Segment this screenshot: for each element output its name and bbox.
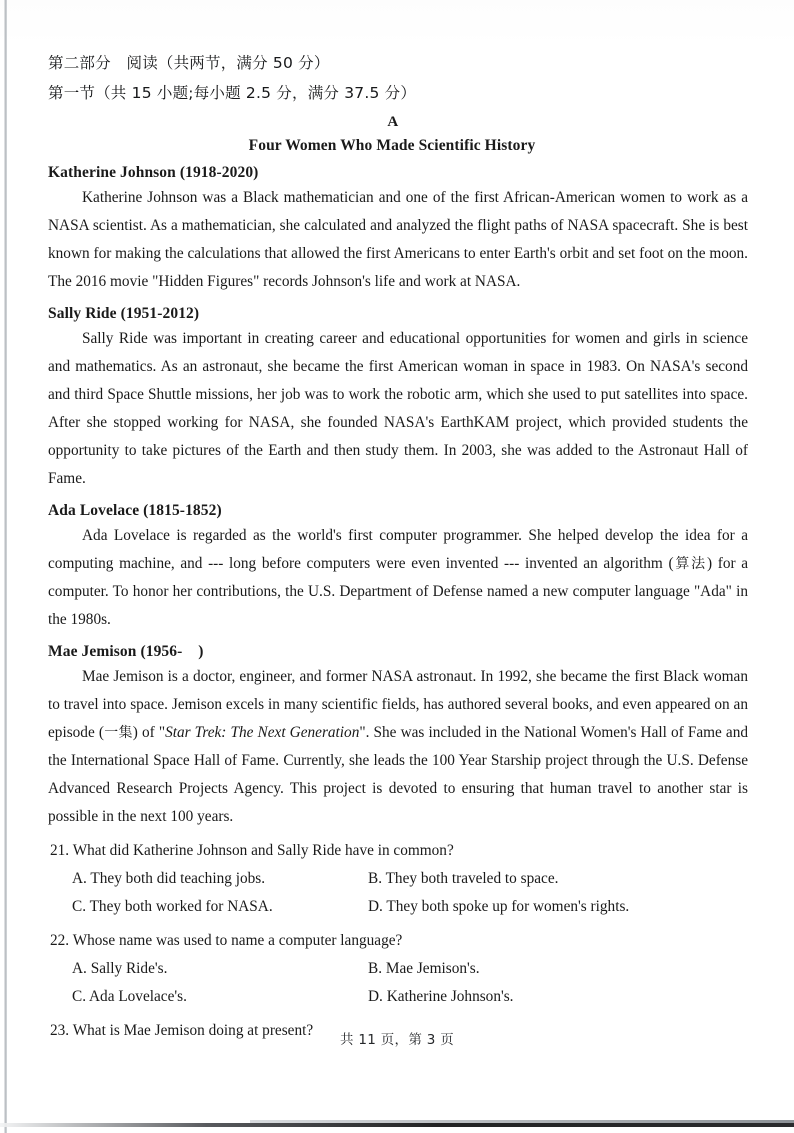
person-heading-mae-jemison: Mae Jemison (1956- ) [48,643,204,660]
scan-top-tint [0,0,794,46]
question-21-option-b[interactable]: B. They both traveled to space. [368,870,559,887]
question-21-option-d[interactable]: D. They both spoke up for women's rights. [368,898,630,915]
question-22-option-a[interactable]: A. Sally Ride's. [72,960,168,977]
mae-text-part-2: ) of " [132,724,166,741]
section-header-line-2: 第一节（共 15 小题;每小题 2.5 分，满分 37.5 分） [48,84,417,102]
person-heading-katherine-johnson: Katherine Johnson (1918-2020) [48,164,259,181]
question-21-number: 21. [50,842,70,859]
scan-left-edge [4,0,7,1133]
question-21-options-row-2 [48,893,748,921]
scan-bottom-edge [0,1123,794,1127]
section-header-line-1: 第二部分 阅读（共两节，满分 50 分） [48,54,330,72]
question-21-options-row-1 [48,865,748,893]
question-21 [48,837,748,865]
mae-italic-title: Star Trek: The Next Generation [165,724,360,741]
question-22-option-b[interactable]: B. Mae Jemison's. [368,960,480,977]
person-paragraph-ada-lovelace [48,522,748,634]
article-title: Four Women Who Made Scientific History [248,137,536,154]
question-22-text: Whose name was used to name a computer language? [72,932,403,949]
person-paragraph-katherine-johnson: Katherine Johnson was a Black mathematician and one of the first African-American women to work as a NASA scientist. As a mathematician, she calculated and analyzed the flight paths of NASA spacecraft. She is best known for making the calculations that allowed the first Americans to enter Earth's orbit and set foot on the moon. The 2016 movie "Hidden Figures" records Johnson's life and work at NASA. [48,189,748,290]
question-21-option-c[interactable]: C. They both worked for NASA. [72,898,273,915]
section-letter: A [387,114,399,130]
person-paragraph-mae-jemison [48,663,748,831]
question-22 [48,927,748,955]
question-23-number: 23. [50,1022,70,1039]
person-heading-sally-ride: Sally Ride (1951-2012) [48,305,200,322]
question-21-text: What did Katherine Johnson and Sally Ride have in common? [72,842,454,859]
ada-gloss-suanfa: 算法 [673,556,707,572]
question-22-option-d[interactable]: D. Katherine Johnson's. [368,988,514,1005]
page-content [48,48,748,1045]
question-22-option-c[interactable]: C. Ada Lovelace's. [72,988,187,1005]
question-23-text: What is Mae Jemison doing at present? [72,1022,314,1039]
question-21-option-a[interactable]: A. They both did teaching jobs. [72,870,266,887]
question-22-options-row-1 [48,955,748,983]
mae-text-part-3: ". She was included in the National Women's Hall of Fame and the International Space Hall of Fame. Currently, she leads the 100 Year Starship project through the U.S. Defense Advanced Research Projects Agency. This project is devoted to ensuring that human travel to another star is possible in the next 100 years. [48,724,749,825]
mae-gloss-yiji: 一集 [103,725,133,741]
page-footer-text: 共 11 页，第 3 页 [339,1032,455,1048]
ada-text-part-2: ) for a computer. To honor her contributions, the U.S. Department of Defense named a new computer language "Ada" in the 1980s. [48,555,748,628]
question-22-options-row-2 [48,983,748,1011]
page-footer [0,1028,794,1048]
person-heading-ada-lovelace: Ada Lovelace (1815-1852) [48,502,222,519]
ada-text-part-1: Ada Lovelace is regarded as the world's first computer programmer. She helped develop the idea for a computing machine, and --- long before computers were even invented --- invented an algorithm ( [48,527,748,572]
mae-text-part-1: Mae Jemison is a doctor, engineer, and former NASA astronaut. In 1992, she became the first Black woman to travel into space. Jemison excels in many scientific fields, has authored several books, and even appeared on an episode ( [48,668,748,741]
person-paragraph-sally-ride: Sally Ride was important in creating career and educational opportunities for women and girls in science and mathematics. As an astronaut, she became the first American woman in space in 1983. On NASA's second and third Space Shuttle missions, her job was to work the robotic arm, which she used to put satellites into space. After she stopped working for NASA, she founded NASA's EarthKAM project, which provided students the opportunity to take pictures of the Earth and then study them. In 2003, she was added to the Astronaut Hall of Fame. [48,330,748,487]
question-22-number: 22. [50,932,70,949]
